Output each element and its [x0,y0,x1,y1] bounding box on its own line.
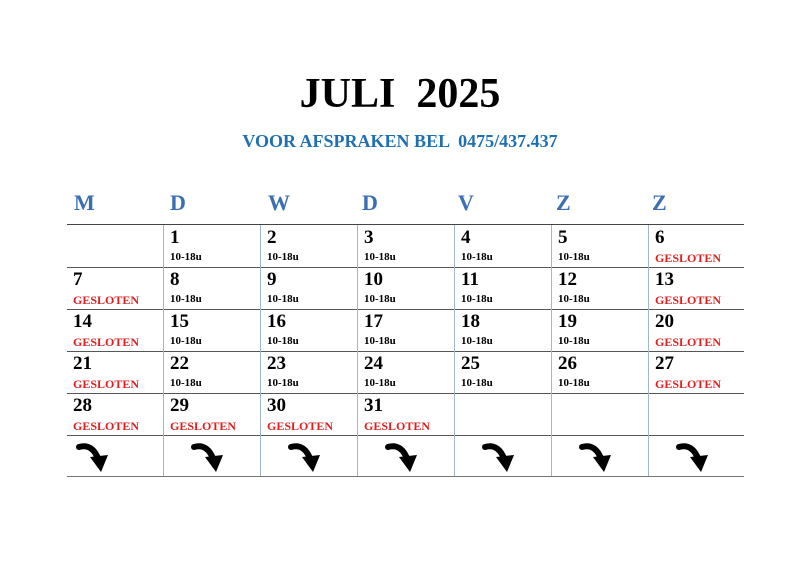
day-cell [73,309,169,351]
day-cell [655,309,751,351]
opening-hours: 10-18u [364,377,396,389]
curved-arrow-down-right-icon [578,439,618,475]
day-number: 11 [461,269,479,290]
day-number: 13 [655,269,674,290]
closed-label: GESLOTEN [73,335,140,349]
opening-hours: 10-18u [267,251,299,263]
day-number: 10 [364,269,383,290]
day-cell [73,267,169,309]
opening-hours: 10-18u [267,377,299,389]
closed-label: GESLOTEN [267,419,334,433]
day-cell [170,225,266,267]
day-cell [461,225,557,267]
day-number: 7 [73,269,83,290]
curved-arrow-down-right-icon [481,439,521,475]
day-number: 25 [461,353,480,374]
curved-arrow-down-right-icon [384,439,424,475]
day-number: 5 [558,227,568,248]
day-number: 17 [364,311,383,332]
day-cell [461,309,557,351]
day-number: 2 [267,227,277,248]
day-cell [364,351,460,393]
closed-label: GESLOTEN [655,377,722,391]
opening-hours: 10-18u [267,335,299,347]
curved-arrow-down-right-icon [675,439,715,475]
weekday-header: V [458,190,474,215]
opening-hours: 10-18u [267,293,299,305]
row-divider [67,435,744,436]
day-cell [558,225,654,267]
day-number: 6 [655,227,665,248]
day-number: 21 [73,353,92,374]
day-number: 30 [267,395,286,416]
day-number: 24 [364,353,383,374]
day-cell [558,309,654,351]
day-cell [655,351,751,393]
day-number: 20 [655,311,674,332]
day-number: 22 [170,353,189,374]
appointment-phone-line: VOOR AFSPRAKEN BEL 0475/437.437 [242,131,558,151]
opening-hours: 10-18u [170,377,202,389]
day-cell [364,267,460,309]
day-cell [267,393,363,435]
opening-hours: 10-18u [461,251,493,263]
closed-label: GESLOTEN [73,293,140,307]
opening-hours: 10-18u [558,251,590,263]
day-number: 26 [558,353,577,374]
closed-label: GESLOTEN [655,293,722,307]
calendar-title: JULI 2025 [299,71,501,117]
opening-hours: 10-18u [558,377,590,389]
day-cell [364,393,460,435]
day-number: 16 [267,311,286,332]
opening-hours: 10-18u [170,251,202,263]
day-number: 3 [364,227,374,248]
opening-hours: 10-18u [461,377,493,389]
opening-hours: 10-18u [364,335,396,347]
day-number: 15 [170,311,189,332]
day-number: 14 [73,311,92,332]
weekday-header: D [170,190,186,215]
day-cell [170,309,266,351]
closed-label: GESLOTEN [73,377,140,391]
opening-hours: 10-18u [364,251,396,263]
day-cell [364,309,460,351]
day-number: 1 [170,227,180,248]
day-number: 8 [170,269,180,290]
closed-label: GESLOTEN [655,251,722,265]
day-cell [267,225,363,267]
calendar-grid [67,224,744,477]
day-cell [558,267,654,309]
day-cell [267,309,363,351]
closed-label: GESLOTEN [73,419,140,433]
curved-arrow-down-right-icon [190,439,230,475]
day-number: 23 [267,353,286,374]
day-number: 31 [364,395,383,416]
day-number: 12 [558,269,577,290]
day-cell [170,267,266,309]
weekday-header: Z [652,190,667,215]
curved-arrow-down-right-icon [287,439,327,475]
day-cell [267,351,363,393]
closed-label: GESLOTEN [364,419,431,433]
day-cell [461,267,557,309]
weekday-header: W [268,190,290,215]
day-cell [267,267,363,309]
day-number: 27 [655,353,674,374]
day-cell [558,351,654,393]
opening-hours: 10-18u [461,293,493,305]
day-cell [73,393,169,435]
day-number: 28 [73,395,92,416]
opening-hours: 10-18u [170,293,202,305]
weekday-header: D [362,190,378,215]
day-cell [655,267,751,309]
opening-hours: 10-18u [558,335,590,347]
day-cell [461,351,557,393]
day-cell [170,393,266,435]
curved-arrow-down-right-icon [75,439,115,475]
day-cell [655,225,751,267]
day-number: 9 [267,269,277,290]
closed-label: GESLOTEN [655,335,722,349]
day-cell [170,351,266,393]
day-number: 29 [170,395,189,416]
weekday-header: Z [556,190,571,215]
day-cell [73,351,169,393]
closed-label: GESLOTEN [170,419,237,433]
opening-hours: 10-18u [461,335,493,347]
day-number: 18 [461,311,480,332]
weekday-header: M [74,190,95,215]
opening-hours: 10-18u [558,293,590,305]
opening-hours: 10-18u [364,293,396,305]
day-number: 19 [558,311,577,332]
day-cell [364,225,460,267]
day-number: 4 [461,227,471,248]
opening-hours: 10-18u [170,335,202,347]
